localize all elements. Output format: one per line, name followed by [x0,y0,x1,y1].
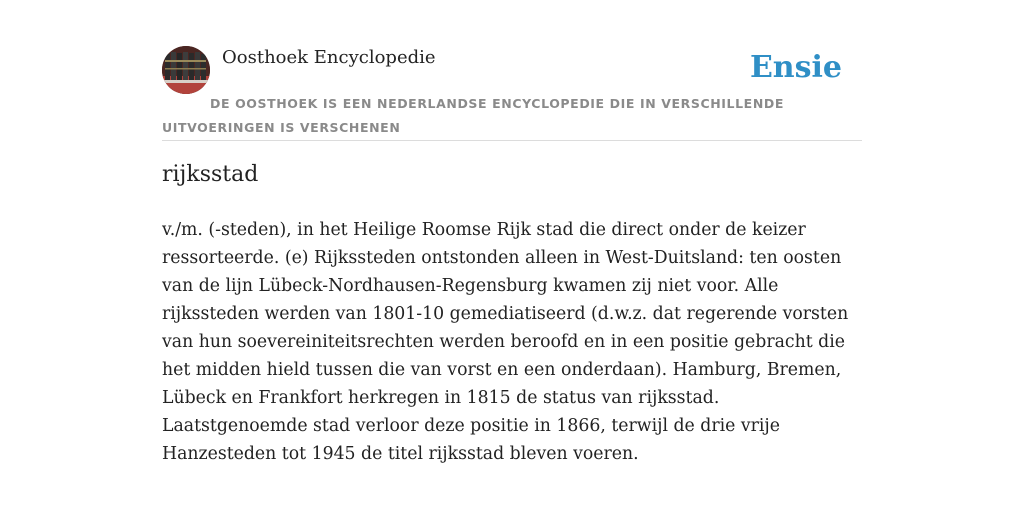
entry-body: v./m. (-steden), in het Heilige Roomse Rijk stad die direct onder de keizer ressorteerde. (e) Rijkssteden ontstonden alleen in West-Duitsland: ten oosten van de lijn Lübeck-Nordhausen-Regensburg kwamen zij niet voor. Alle rijkssteden werden van 1801-10 gemediatiseerd (d.w.z. dat regerende vorsten van hun soevereiniteitsrechten werden beroofd en in een positie gebracht die het midden hield tussen die van vorst en een onderdaan). Hamburg, Bremen, Lübeck en Frankfort herkregen in 1815 de status van rijksstad. Laatstgenoemde stad verloor deze positie in 1866, terwijl de drie vrije Hanzesteden tot 1945 de titel rijksstad bleven voeren. [162,220,849,464]
source-title[interactable]: Oosthoek Encyclopedie [222,47,436,68]
avatar[interactable] [162,46,210,94]
source-header [162,46,862,141]
entry-title: rijksstad [162,162,259,187]
ensie-logo-link[interactable]: Ensie [749,50,842,85]
source-description: DE OOSTHOEK IS EEN NEDERLANDSE ENCYCLOPEDIE DIE IN VERSCHILLENDE UITVOERINGEN IS VERSCHENEN [162,96,784,135]
book-spines-icon [162,46,210,94]
